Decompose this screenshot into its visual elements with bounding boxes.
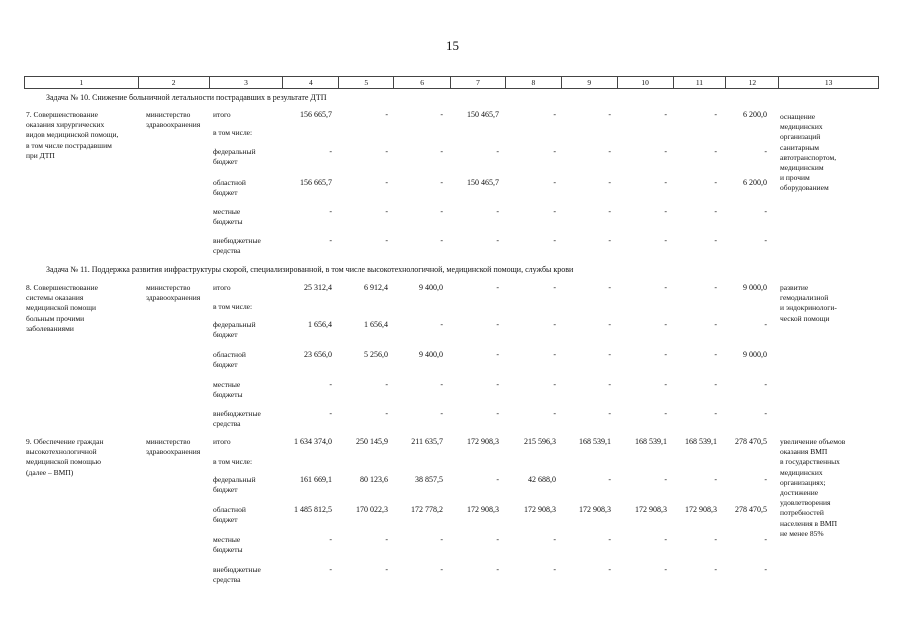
r8-local-value: - [714, 380, 717, 389]
header-cell: 8 [506, 77, 562, 88]
r9-extra-value: - [714, 565, 717, 574]
r7-federal-value: - [664, 147, 667, 156]
r9-regional-value: 172 908,3 [467, 505, 499, 514]
r7-extra-value: - [329, 236, 332, 245]
r8-total-value: - [496, 283, 499, 292]
r9-local-value: - [714, 535, 717, 544]
r7-extra-value: - [496, 236, 499, 245]
header-cell: 7 [451, 77, 506, 88]
r7-federal-value: - [714, 147, 717, 156]
r9-local-value: - [496, 535, 499, 544]
header-cell: 2 [139, 77, 210, 88]
r9-total-value: 278 470,5 [735, 437, 767, 446]
label-extra: внебюджетные средства [213, 236, 261, 256]
r8-extra-value: - [329, 409, 332, 418]
row-8-name: 8. Совершенствование системы оказания медицинской помощи больным прочими заболеваниями [26, 283, 98, 333]
r9-total-value: 211 635,7 [411, 437, 443, 446]
r7-total-value: - [608, 110, 611, 119]
r7-federal-value: - [440, 147, 443, 156]
r8-total-value: - [608, 283, 611, 292]
r8-local-value: - [764, 380, 767, 389]
r7-total-value: 150 465,7 [467, 110, 499, 119]
row-9-result: увеличение объемов оказания ВМП в государственных медицинских организациях; достижение удовлетворения потребностей населения в ВМП не менее 85% [780, 437, 846, 538]
r7-regional-value: - [553, 178, 556, 187]
label-federal: федеральный бюджет [213, 475, 256, 495]
r8-federal-value: - [714, 320, 717, 329]
r8-federal-value: - [440, 320, 443, 329]
r9-local-value: - [608, 535, 611, 544]
task-10-heading: Задача № 10. Снижение больничной летальности пострадавших в результате ДТП [46, 93, 327, 102]
r9-extra-value: - [329, 565, 332, 574]
r9-local-value: - [664, 535, 667, 544]
r7-extra-value: - [385, 236, 388, 245]
r8-federal-value: - [608, 320, 611, 329]
r9-federal-value: 42 688,0 [528, 475, 556, 484]
r7-total-value: - [714, 110, 717, 119]
r8-total-value: 6 912,4 [364, 283, 388, 292]
r9-total-value: 250 145,9 [356, 437, 388, 446]
r7-local-value: - [440, 207, 443, 216]
r7-local-value: - [714, 207, 717, 216]
r7-extra-value: - [764, 236, 767, 245]
r8-regional-value: 5 256,0 [364, 350, 388, 359]
r7-federal-value: - [608, 147, 611, 156]
r7-total-value: 156 665,7 [300, 110, 332, 119]
r8-regional-value: 23 656,0 [304, 350, 332, 359]
r7-local-value: - [385, 207, 388, 216]
r8-federal-value: - [764, 320, 767, 329]
r8-regional-value: 9 400,0 [419, 350, 443, 359]
r8-regional-value: - [714, 350, 717, 359]
r8-federal-value: 1 656,4 [308, 320, 332, 329]
r8-regional-value: 9 000,0 [743, 350, 767, 359]
label-regional: областной бюджет [213, 505, 246, 525]
r7-regional-value: 6 200,0 [743, 178, 767, 187]
r8-total-value: - [664, 283, 667, 292]
r9-extra-value: - [664, 565, 667, 574]
r9-regional-value: 172 908,3 [635, 505, 667, 514]
row-7-executor: министерство здравоохранения [146, 110, 201, 130]
header-cell: 3 [210, 77, 284, 88]
r9-federal-value: 161 669,1 [300, 475, 332, 484]
r8-local-value: - [664, 380, 667, 389]
r9-local-value: - [553, 535, 556, 544]
r7-total-value: - [664, 110, 667, 119]
r8-extra-value: - [608, 409, 611, 418]
table-header [24, 76, 879, 89]
label-including: в том числе: [213, 302, 253, 311]
r8-federal-value: - [496, 320, 499, 329]
r8-local-value: - [440, 380, 443, 389]
r7-regional-value: - [664, 178, 667, 187]
row-8-executor: министерство здравоохранения [146, 283, 201, 303]
r8-regional-value: - [553, 350, 556, 359]
header-cell: 9 [562, 77, 618, 88]
label-local: местные бюджеты [213, 380, 243, 400]
label-federal: федеральный бюджет [213, 147, 256, 167]
label-total: итого [213, 283, 231, 292]
r8-local-value: - [329, 380, 332, 389]
row-7-result: оснащение медицинских организаций санитарным автотранспортом, медицинским и прочим оборудованием [780, 112, 837, 193]
r8-regional-value: - [496, 350, 499, 359]
r8-total-value: - [553, 283, 556, 292]
r9-federal-value: 38 857,5 [415, 475, 443, 484]
r7-extra-value: - [553, 236, 556, 245]
r7-extra-value: - [664, 236, 667, 245]
r9-extra-value: - [385, 565, 388, 574]
r8-regional-value: - [608, 350, 611, 359]
r9-total-value: 172 908,3 [467, 437, 499, 446]
label-local: местные бюджеты [213, 207, 243, 227]
r9-total-value: 168 539,1 [635, 437, 667, 446]
r9-regional-value: 278 470,5 [735, 505, 767, 514]
r9-local-value: - [385, 535, 388, 544]
r8-extra-value: - [714, 409, 717, 418]
r9-federal-value: - [608, 475, 611, 484]
header-cell: 13 [824, 78, 833, 87]
r7-local-value: - [496, 207, 499, 216]
r8-total-value: 9 000,0 [743, 283, 767, 292]
row-7-name: 7. Совершенствование оказания хирургических видов медицинской помощи, в том числе пострадавшим при ДТП [26, 110, 119, 160]
r9-regional-value: 172 908,3 [579, 505, 611, 514]
r7-local-value: - [329, 207, 332, 216]
r9-total-value: 168 539,1 [685, 437, 717, 446]
task-11-heading: Задача № 11. Поддержка развития инфраструктуры скорой, специализированной, в том числе высокотехнологичной, медицинской помощи, службы крови [46, 265, 574, 274]
r9-local-value: - [764, 535, 767, 544]
row-9-executor: министерство здравоохранения [146, 437, 201, 457]
header-cell: 11 [674, 77, 727, 88]
r8-total-value: - [714, 283, 717, 292]
r7-local-value: - [764, 207, 767, 216]
r7-extra-value: - [714, 236, 717, 245]
r9-regional-value: 172 778,2 [411, 505, 443, 514]
r7-regional-value: - [385, 178, 388, 187]
label-total: итого [213, 110, 231, 119]
header-cell: 12 [726, 77, 779, 88]
r7-local-value: - [608, 207, 611, 216]
r9-local-value: - [329, 535, 332, 544]
header-cell: 1 [25, 77, 139, 88]
r9-total-value: 168 539,1 [579, 437, 611, 446]
r9-regional-value: 172 908,3 [524, 505, 556, 514]
r8-local-value: - [496, 380, 499, 389]
r9-extra-value: - [553, 565, 556, 574]
r8-total-value: 9 400,0 [419, 283, 443, 292]
header-cell: 4 [283, 77, 339, 88]
r8-local-value: - [608, 380, 611, 389]
r9-federal-value: - [714, 475, 717, 484]
row-9-name: 9. Обеспечение граждан высокотехнологичной медицинской помощью (далее – ВМП) [26, 437, 104, 477]
r9-federal-value: - [496, 475, 499, 484]
r8-local-value: - [385, 380, 388, 389]
header-cell: 10 [618, 77, 674, 88]
label-regional: областной бюджет [213, 350, 246, 370]
label-including: в том числе: [213, 457, 253, 466]
r7-regional-value: 150 465,7 [467, 178, 499, 187]
r9-extra-value: - [608, 565, 611, 574]
r9-regional-value: 170 022,3 [356, 505, 388, 514]
r8-extra-value: - [385, 409, 388, 418]
r9-regional-value: 172 908,3 [685, 505, 717, 514]
r9-local-value: - [440, 535, 443, 544]
label-extra: внебюджетные средства [213, 565, 261, 585]
r9-extra-value: - [496, 565, 499, 574]
r9-total-value: 1 634 374,0 [294, 437, 332, 446]
label-including: в том числе: [213, 128, 253, 137]
r9-federal-value: - [664, 475, 667, 484]
r7-regional-value: - [608, 178, 611, 187]
r7-total-value: - [440, 110, 443, 119]
r7-regional-value: 156 665,7 [300, 178, 332, 187]
r7-regional-value: - [440, 178, 443, 187]
r7-federal-value: - [385, 147, 388, 156]
r7-federal-value: - [496, 147, 499, 156]
r9-federal-value: 80 123,6 [360, 475, 388, 484]
r8-extra-value: - [664, 409, 667, 418]
r8-regional-value: - [664, 350, 667, 359]
r7-total-value: - [553, 110, 556, 119]
r8-extra-value: - [496, 409, 499, 418]
r8-federal-value: - [553, 320, 556, 329]
r9-federal-value: - [764, 475, 767, 484]
header-cell: 5 [339, 77, 394, 88]
page-number: 15 [446, 38, 459, 53]
r8-extra-value: - [764, 409, 767, 418]
r9-extra-value: - [764, 565, 767, 574]
label-total: итого [213, 437, 231, 446]
label-local: местные бюджеты [213, 535, 243, 555]
r9-extra-value: - [440, 565, 443, 574]
r7-total-value: 6 200,0 [743, 110, 767, 119]
r8-extra-value: - [440, 409, 443, 418]
r7-federal-value: - [329, 147, 332, 156]
r7-regional-value: - [714, 178, 717, 187]
r9-regional-value: 1 485 812,5 [294, 505, 332, 514]
r8-extra-value: - [553, 409, 556, 418]
label-federal: федеральный бюджет [213, 320, 256, 340]
r8-federal-value: - [664, 320, 667, 329]
row-8-result: развитие гемодиализной и эндокринологи- ческой помощи [780, 283, 837, 323]
r7-local-value: - [553, 207, 556, 216]
r8-local-value: - [553, 380, 556, 389]
r9-total-value: 215 596,3 [524, 437, 556, 446]
r7-federal-value: - [553, 147, 556, 156]
r8-federal-value: 1 656,4 [364, 320, 388, 329]
label-regional: областной бюджет [213, 178, 246, 198]
r8-total-value: 25 312,4 [304, 283, 332, 292]
r7-total-value: - [385, 110, 388, 119]
r7-federal-value: - [764, 147, 767, 156]
label-extra: внебюджетные средства [213, 409, 261, 429]
r7-extra-value: - [608, 236, 611, 245]
r7-extra-value: - [440, 236, 443, 245]
r7-local-value: - [664, 207, 667, 216]
header-cell: 6 [394, 77, 451, 88]
